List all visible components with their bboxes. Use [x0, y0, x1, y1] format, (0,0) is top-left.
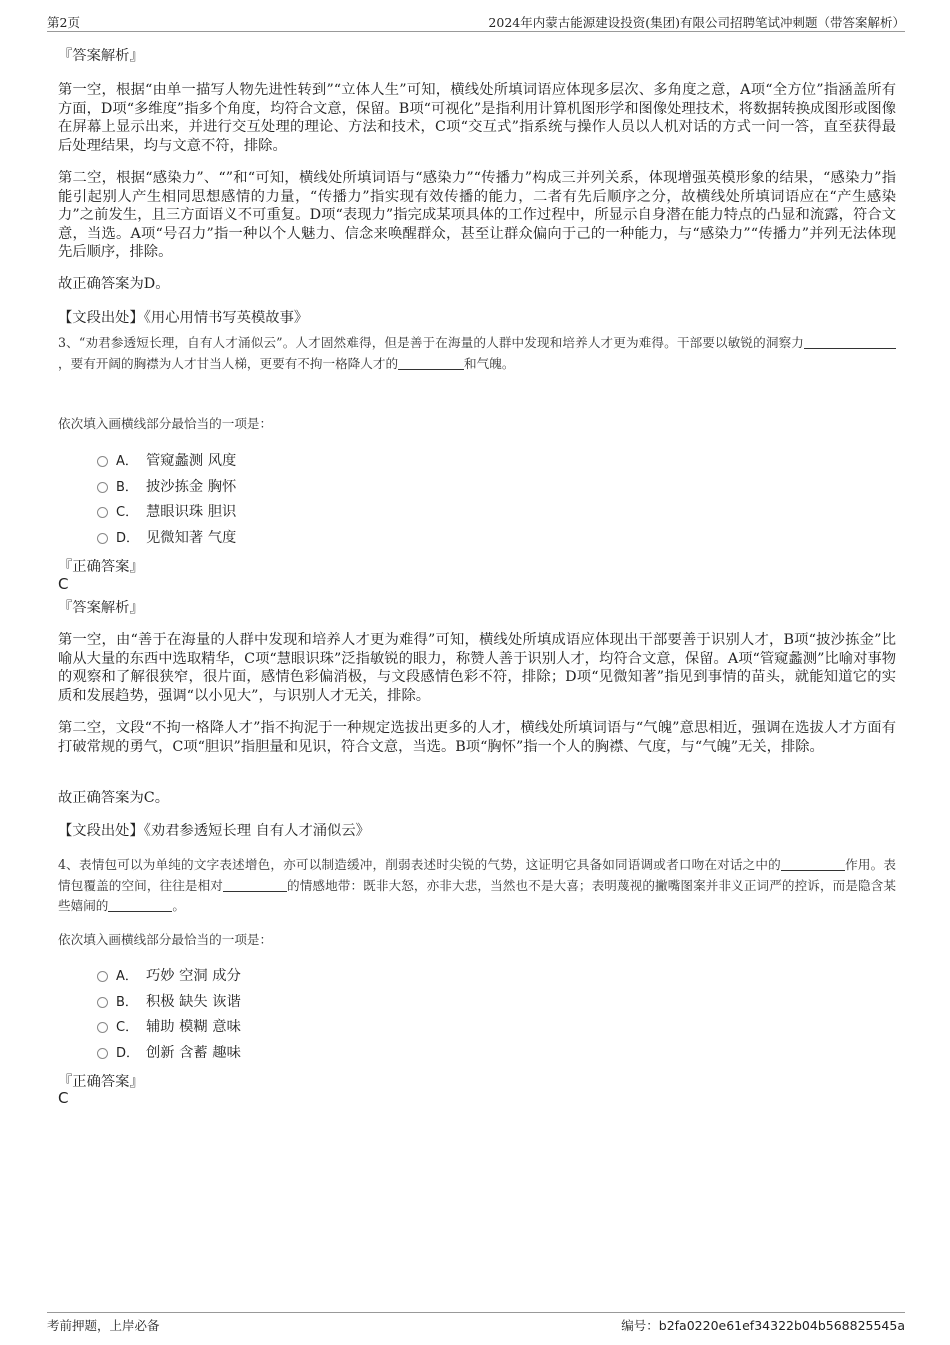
- q3-stem-part-a: 3、“劝君参透短长理，自有人才涌似云”。人才固然难得，但是善于在海量的人群中发现和培养人才更为难得。干部要以敏锐的洞察力: [58, 335, 804, 350]
- page-number: 第2页: [47, 15, 80, 30]
- q4-stem-part-c: 的情感地带：既非大怒，亦非大悲，当然也不是大喜；表明蔑视的撇嘴图案并非义正词严的控诉，而是隐含某些嬉闹的: [58, 877, 897, 913]
- q4-answer-label: 『正确答案』: [58, 1074, 144, 1090]
- q3-analysis-para2: 第二空，文段“不拘一格降人才”指不拘泥于一种规定选拔出更多的人才，横线处所填词语与“气魄”意思相近，强调在选拔人才方面有打破常规的勇气，C项“胆识”指胆量和见识，符合文意，当选。B项“胸怀”指一个人的胸襟、气度，与“气魄”无关，排除。: [58, 720, 896, 755]
- q3-blank-1: [804, 335, 896, 349]
- q4-stem-part-d: 。: [172, 898, 185, 913]
- q4-option-d[interactable]: D． 创新 含蓄 趣味: [97, 1044, 241, 1063]
- q4-stem-part-b: 作用。表情包覆盖的空间，往往是相对: [58, 857, 897, 893]
- q4-answer-value: C: [58, 1089, 69, 1107]
- q3-stem-part-b: ，要有开阔的胸襟为人才甘当人梯，更要有不拘一格降人才的: [58, 355, 399, 371]
- radio-icon[interactable]: [97, 1048, 108, 1059]
- q3-answer-value: C: [58, 575, 69, 593]
- q3-conclusion: 故正确答案为C。: [58, 790, 170, 806]
- q2-analysis-label: 『答案解析』: [58, 48, 144, 64]
- q3-analysis-para1: 第一空，由“善于在海量的人群中发现和培养人才更为难得”可知，横线处所填成语应体现出干部要善于识别人才，B项“披沙拣金”比喻从大量的东西中选取精华，C项“慧眼识珠”泛指敏锐的眼力，称赞人善于识别人才，均符合文意，保留。A项“管窥蠡测”比喻对事物的观察和了解很狭窄，很片面，感情色彩偏消极，与文段感情色彩不符，排除；D项“见微知著”指见到事情的苗头，就能知道它的实质和发展趋势，强调“以小见大”，与识别人才无关，排除。: [58, 632, 896, 704]
- document-code: 编号：b2fa0220e61ef34322b04b568825545a: [621, 1318, 905, 1333]
- footer-slogan: 考前押题，上岸必备: [47, 1318, 160, 1333]
- q3-option-d[interactable]: D． 见微知著 气度: [97, 529, 236, 548]
- q2-analysis-para1: 第一空，根据“由单一描写人物先进性转到”“立体人生”可知，横线处所填词语应体现多层次、多角度之意，A项“全方位”指涵盖所有方面，D项“多维度”指多个角度，均符合文意，保留。B项“可视化”是指利用计算机图形学和图像处理技术，将数据转换成图形或图像在屏幕上显示出来，并进行交互处理的理论、方法和技术，C项“交互式”指系统与操作人员以人机对话的方式一问一答，直至获得最后处理结果，均与文意不符，排除。: [58, 82, 896, 154]
- q3-stem: [58, 333, 896, 374]
- radio-icon[interactable]: [97, 507, 108, 518]
- q3-source: 【文段出处】《劝君参透短长理 自有人才涌似云》: [58, 823, 370, 839]
- radio-icon[interactable]: [97, 971, 108, 982]
- page-header: [47, 13, 905, 32]
- radio-icon[interactable]: [97, 456, 108, 467]
- q4-blank-2: [223, 878, 287, 892]
- radio-icon[interactable]: [97, 482, 108, 493]
- q4-blank-3: [108, 898, 172, 912]
- q3-analysis-label: 『答案解析』: [58, 600, 144, 616]
- q3-blank-2: [398, 356, 464, 370]
- q2-source: 【文段出处】《用心用情书写英模故事》: [58, 310, 309, 326]
- q4-option-c[interactable]: C． 辅助 模糊 意味: [97, 1018, 241, 1037]
- q4-blank-1: [781, 857, 845, 871]
- radio-icon[interactable]: [97, 997, 108, 1008]
- q3-instruction: 依次填入画横线部分最恰当的一项是：: [58, 416, 273, 431]
- q3-option-b[interactable]: B． 披沙拣金 胸怀: [97, 478, 236, 497]
- q4-stem: [58, 855, 896, 917]
- q3-stem-part-c: 和气魄。: [464, 355, 515, 371]
- q4-option-b[interactable]: B． 积极 缺失 诙谐: [97, 993, 241, 1012]
- q3-option-a[interactable]: A． 管窥蠡测 风度: [97, 452, 236, 471]
- q3-option-c[interactable]: C． 慧眼识珠 胆识: [97, 503, 236, 522]
- q2-conclusion: 故正确答案为D。: [58, 276, 170, 292]
- q4-stem-part-a: 4、表情包可以为单纯的文字表述增色，亦可以制造缓冲，削弱表述时尖锐的气势，这证明它具备如同语调或者口吻在对话之中的: [58, 857, 781, 872]
- page-footer: [47, 1312, 905, 1333]
- document-title: 2024年内蒙古能源建设投资(集团)有限公司招聘笔试冲刺题（带答案解析）: [488, 15, 905, 30]
- q4-option-a[interactable]: A． 巧妙 空洞 成分: [97, 967, 241, 986]
- radio-icon[interactable]: [97, 1022, 108, 1033]
- q2-analysis-para2: 第二空，根据“感染力”、“”和“可知，横线处所填词语与“感染力”“传播力”构成三并列关系，体现增强英模形象的结果，“感染力”指能引起别人产生相同思想感情的力量，“传播力”指实现有效传播的能力，二者有先后顺序之分，故横线处所填词语应在“产生感染力”之前发生，且三方面语义不可重复。D项“表现力”指完成某项具体的工作过程中，所显示自身潜在能力特点的凸显和流露，符合文意，当选。A项“号召力”指一种以个人魅力、信念来唤醒群众，甚至让群众偏向于己的一种能力，与“感染力”“传播力”并列无法体现先后顺序，排除。: [58, 170, 896, 261]
- q4-instruction: 依次填入画横线部分最恰当的一项是：: [58, 932, 273, 947]
- radio-icon[interactable]: [97, 533, 108, 544]
- q3-answer-label: 『正确答案』: [58, 559, 144, 575]
